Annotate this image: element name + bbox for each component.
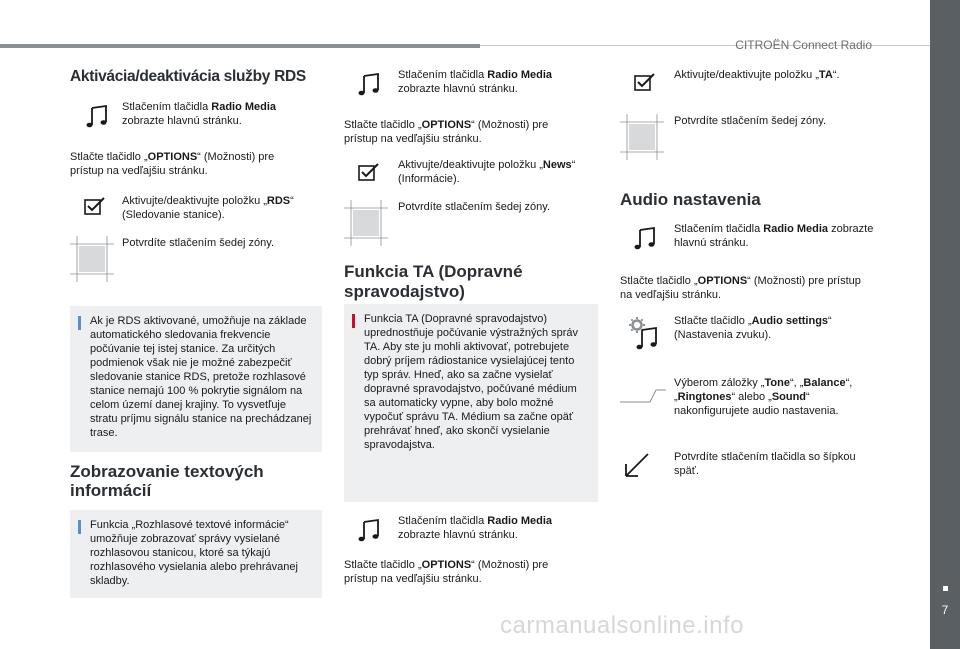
step-options: Stlačte tlačidlo „OPTIONS“ (Možnosti) pre prístup na vedľajšiu stránku. (344, 119, 549, 145)
step-toggle-ta: Aktivujte/deaktivujte položku „TA“. (674, 69, 840, 81)
back-arrow-icon (622, 450, 652, 480)
step-radio-media: Stlačením tlačidla Radio Media zobrazte hlavnú stránku. (674, 223, 874, 249)
info-note-text: Funkcia „Rozhlasové textové informácie“ umožňuje zobrazovať správy vysielané rozhlasovou stanicou, ktoré sa týkajú rozhlasového vysielania alebo prehrávanej skladby. (90, 519, 298, 587)
grey-zone-icon (70, 236, 114, 282)
checkbox-icon (634, 72, 656, 92)
step-confirm: Potvrdíte stlačením šedej zóny. (674, 115, 827, 127)
step-select-tab: Výberom záložky „Tone“, „Balance“, „Ringtones“ alebo „Sound“ nakonfigurujete audio nastavenia. (674, 377, 853, 417)
step-options: Stlačte tlačidlo „OPTIONS“ (Možnosti) pre prístup na vedľajšiu stránku. (620, 275, 861, 301)
music-note-icon (84, 104, 110, 130)
step-radio-media: Stlačením tlačidla Radio Media zobrazte hlavnú stránku. (398, 69, 553, 95)
step-toggle-news: Aktivujte/deaktivujte položku „News“ (Informácie). (398, 159, 576, 185)
info-icon (78, 316, 81, 330)
info-icon (78, 520, 81, 534)
info-note-text-info (70, 510, 322, 598)
checkbox-icon (358, 162, 380, 182)
section-heading-text-info: Zobrazovanie textových informácií (70, 462, 264, 500)
checkbox-icon (84, 196, 106, 216)
music-note-icon (356, 72, 382, 98)
section-heading-ta: Funkcia TA (Dopravné spravodajstvo) (344, 262, 523, 301)
step-radio-media: Stlačením tlačidla Radio Media zobrazte hlavnú stránku. (398, 515, 553, 541)
step-audio-settings: Stlačte tlačidlo „Audio settings“ (Nastavenia zvuku). (674, 315, 832, 341)
audio-settings-icon (628, 316, 660, 350)
continue-marker (943, 586, 948, 591)
music-note-icon (632, 226, 658, 252)
step-back: Potvrdíte stlačením tlačidla so šípkou späť. (674, 451, 856, 477)
section-heading-rds: Aktivácia/deaktivácia služby RDS (70, 68, 306, 85)
step-radio-media: Stlačením tlačidla Radio Media zobrazte hlavnú stránku. (122, 101, 277, 127)
info-note-text: Ak je RDS aktivované, umožňuje na základe automatického sledovania frekvencie počúvanie tej istej stanice. Za určitých podmienok však nie je možné zabezpečiť sledovanie stanice RDS, pretože rozhlasové stanice nemajú 100 % pokrytie signálom na celom území danej krajiny. To vysvetľuje stratu príjmu signálu stanice na prechádzanej trase. (90, 315, 312, 439)
music-note-icon (356, 518, 382, 544)
warning-note-text: Funkcia TA (Dopravné spravodajstvo) uprednostňuje počúvanie výstražných správ TA. Aby ste ju mohli aktivovať, potrebujete dobrý príjem rádiostanice vysielajúcej tento typ správ. Hneď, ako sa začne vysielať dopravné spravodajstvo, počúvané médium sa automaticky vypne, aby bolo možné vypočuť správu TA. Médium sa začne opäť prehrávať hneď, ako skončí vysielanie spravodajstva. (364, 313, 579, 451)
warning-icon (352, 314, 355, 328)
grey-zone-icon (344, 200, 388, 246)
tab-selector-icon (620, 386, 666, 406)
info-note-rds (70, 306, 322, 452)
watermark: carmanualsonline.info (500, 612, 744, 639)
header-accent-bar (0, 44, 480, 48)
side-tab (930, 0, 960, 649)
warning-note-ta (344, 304, 598, 502)
section-heading-audio: Audio nastavenia (620, 190, 761, 209)
step-confirm: Potvrdíte stlačením šedej zóny. (122, 237, 275, 249)
step-confirm: Potvrdíte stlačením šedej zóny. (398, 201, 551, 213)
page-number: 7 (941, 603, 949, 617)
header-title: CITROËN Connect Radio (735, 38, 872, 52)
grey-zone-icon (620, 114, 664, 160)
step-toggle-rds: Aktivujte/deaktivujte položku „RDS“ (Sledovanie stanice). (122, 195, 294, 221)
step-options: Stlačte tlačidlo „OPTIONS“ (Možnosti) pre prístup na vedľajšiu stránku. (344, 559, 549, 585)
step-options: Stlačte tlačidlo „OPTIONS“ (Možnosti) pre prístup na vedľajšiu stránku. (70, 151, 275, 177)
